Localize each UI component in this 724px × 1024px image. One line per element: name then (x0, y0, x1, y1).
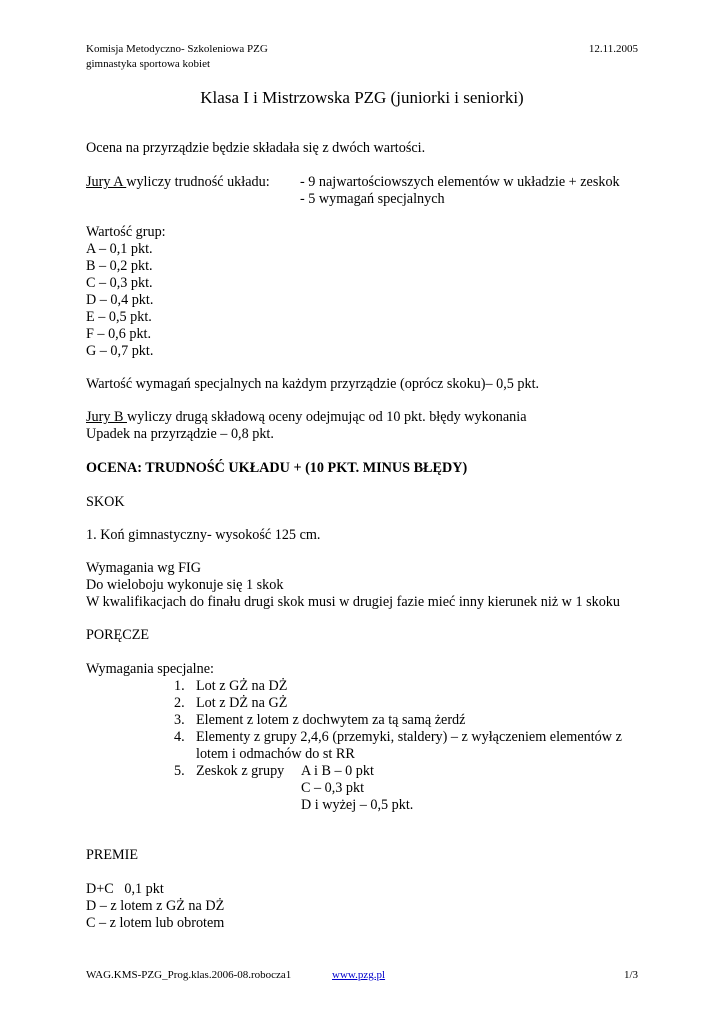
groups-heading: Wartość grup: (86, 224, 166, 240)
footer-page-number: 1/3 (623, 969, 638, 981)
porecze-item-num: 4. (174, 729, 185, 745)
zeskok-value: A i B – 0 pkt (301, 763, 374, 779)
header-org: Komisja Metodyczno- Szkoleniowa PZG (86, 43, 268, 55)
intro-text: Ocena na przyrządzie będzie składała się z dwóch wartości. (86, 140, 426, 156)
zeskok-value: D i wyżej – 0,5 pkt. (301, 797, 414, 813)
porecze-item-text: Elementy z grupy 2,4,6 (przemyki, staldery) – z wyłączeniem elementów z (196, 729, 622, 745)
jury-b-line (86, 409, 527, 426)
porecze-req-heading: Wymagania specjalne: (86, 661, 214, 677)
jury-a-text: wyliczy trudność układu: (126, 174, 270, 190)
porecze-item-num: 2. (174, 695, 185, 711)
group-item: G – 0,7 pkt. (86, 343, 154, 359)
premie-item: C – z lotem lub obrotem (86, 915, 225, 931)
footer-filename: WAG.KMS-PZG_Prog.klas.2006-08.robocza1 (86, 969, 292, 981)
porecze-item-text: Lot z GŻ na DŻ (196, 678, 288, 694)
porecze-item-text: Zeskok z grupy (196, 763, 285, 779)
page-title: Klasa I i Mistrzowska PZG (juniorki i seniorki) (200, 88, 524, 107)
zeskok-value: C – 0,3 pkt (301, 780, 365, 796)
jury-a-label: Jury A (86, 174, 127, 190)
skok-item: 1. Koń gimnastyczny- wysokość 125 cm. (86, 527, 321, 543)
porecze-item-cont: lotem i odmachów do st RR (196, 746, 355, 762)
special-value-text: Wartość wymagań specjalnych na każdym przyrządzie (oprócz skoku)– 0,5 pkt. (86, 376, 540, 392)
score-formula: OCENA: TRUDNOŚĆ UKŁADU + (10 PKT. MINUS BŁĘDY) (86, 460, 468, 476)
jury-b-label: Jury B (86, 409, 127, 425)
skok-line: Wymagania wg FIG (86, 560, 201, 576)
group-item: F – 0,6 pkt. (86, 326, 152, 342)
premie-item: D – z lotem z GŻ na DŻ (86, 898, 225, 914)
jury-a-item: - 5 wymagań specjalnych (300, 191, 445, 207)
group-item: E – 0,5 pkt. (86, 309, 152, 325)
skok-line: W kwalifikacjach do finału drugi skok musi w drugiej fazie mieć inny kierunek niż w 1 skoku (86, 594, 620, 610)
porecze-item-num: 5. (174, 763, 185, 779)
premie-item: D+C 0,1 pkt (86, 881, 164, 897)
porecze-item-num: 3. (174, 712, 185, 728)
header-subtitle: gimnastyka sportowa kobiet (86, 58, 211, 70)
header-date: 12.11.2005 (588, 43, 638, 55)
skok-heading: SKOK (86, 494, 125, 510)
porecze-item-text: Lot z DŻ na GŻ (196, 695, 288, 711)
jury-b-text: wyliczy drugą składową oceny odejmując od 10 pkt. błędy wykonania (127, 409, 527, 425)
group-item: B – 0,2 pkt. (86, 258, 153, 274)
porecze-item-num: 1. (174, 678, 185, 694)
footer-link[interactable]: www.pzg.pl (332, 969, 386, 981)
group-item: C – 0,3 pkt. (86, 275, 153, 291)
porecze-heading: PORĘCZE (86, 627, 150, 643)
skok-line: Do wieloboju wykonuje się 1 skok (86, 577, 284, 593)
jury-a-line (86, 174, 270, 191)
group-item: D – 0,4 pkt. (86, 292, 154, 308)
fall-penalty: Upadek na przyrządzie – 0,8 pkt. (86, 426, 274, 442)
porecze-item-text: Element z lotem z dochwytem za tą samą żerdź (196, 712, 466, 728)
jury-a-item: - 9 najwartościowszych elementów w układzie + zeskok (300, 174, 620, 190)
group-item: A – 0,1 pkt. (86, 241, 153, 257)
premie-heading: PREMIE (86, 847, 139, 863)
